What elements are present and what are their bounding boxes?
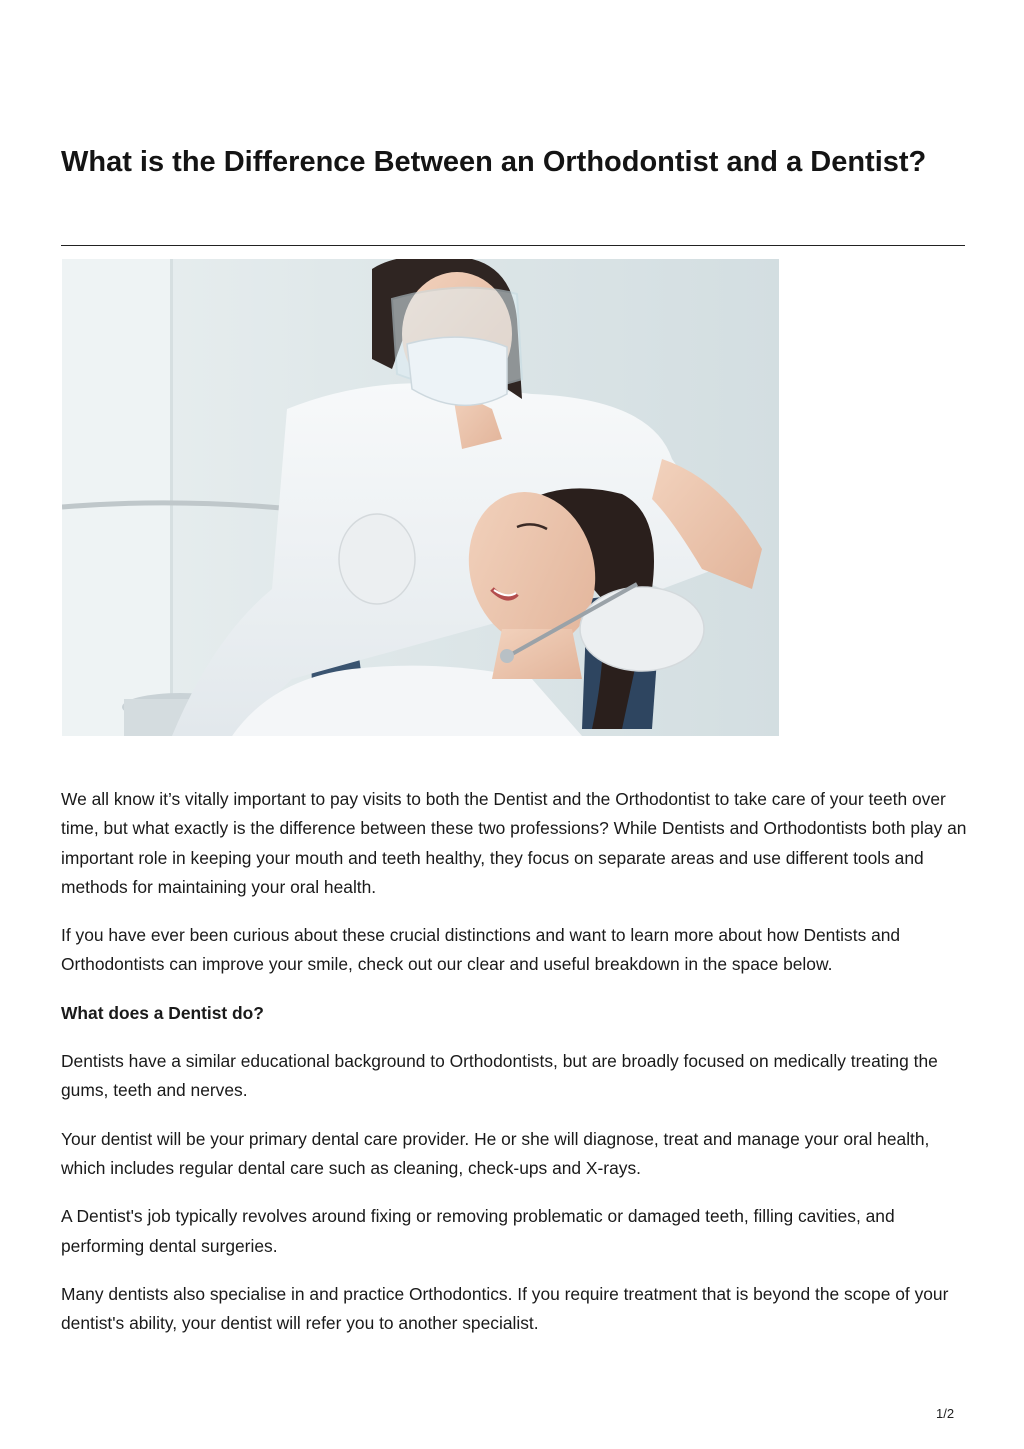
section-paragraph-1: Dentists have a similar educational background to Orthodontists, but are broadly focused on medically treating the gums, teeth and nerves. <box>61 1051 938 1101</box>
section-paragraph-2: Your dentist will be your primary dental care provider. He or she will diagnose, treat and manage your oral health, which includes regular dental care such as cleaning, check-ups and X-rays. <box>61 1128 930 1178</box>
section-paragraph-4: Many dentists also specialise in and practice Orthodontics. If you require treatment that is beyond the scope of your dentist's ability, your dentist will refer you to another specialist. <box>61 1283 949 1334</box>
page-number: 1/2 <box>936 1406 955 1421</box>
section-paragraph-3: A Dentist's job typically revolves around fixing or removing problematic or damaged teeth, filling cavities, and performing dental surgeries. <box>61 1206 895 1256</box>
page-title: What is the Difference Between an Orthodontist and a Dentist? <box>61 146 927 178</box>
section-heading-dentist: What does a Dentist do? <box>61 1002 264 1023</box>
article-body <box>61 785 971 1357</box>
title-divider <box>61 245 965 246</box>
intro-paragraph-2: If you have ever been curious about these crucial distinctions and want to learn more about how Dentists and Orthodontists can improve your smile, check out our clear and useful breakdown in the space below. <box>61 925 901 975</box>
intro-paragraph-1: We all know it’s vitally important to pay visits to both the Dentist and the Orthodontist to take care of your teeth over time, but what exactly is the difference between these two professions? While Dentists and Orthodontists both play an important role in keeping your mouth and teeth healthy, they focus on separate areas and use different tools and methods for maintaining your oral health. <box>61 789 967 897</box>
dentist-treating-patient-illustration <box>62 259 779 736</box>
hero-image <box>62 259 779 736</box>
